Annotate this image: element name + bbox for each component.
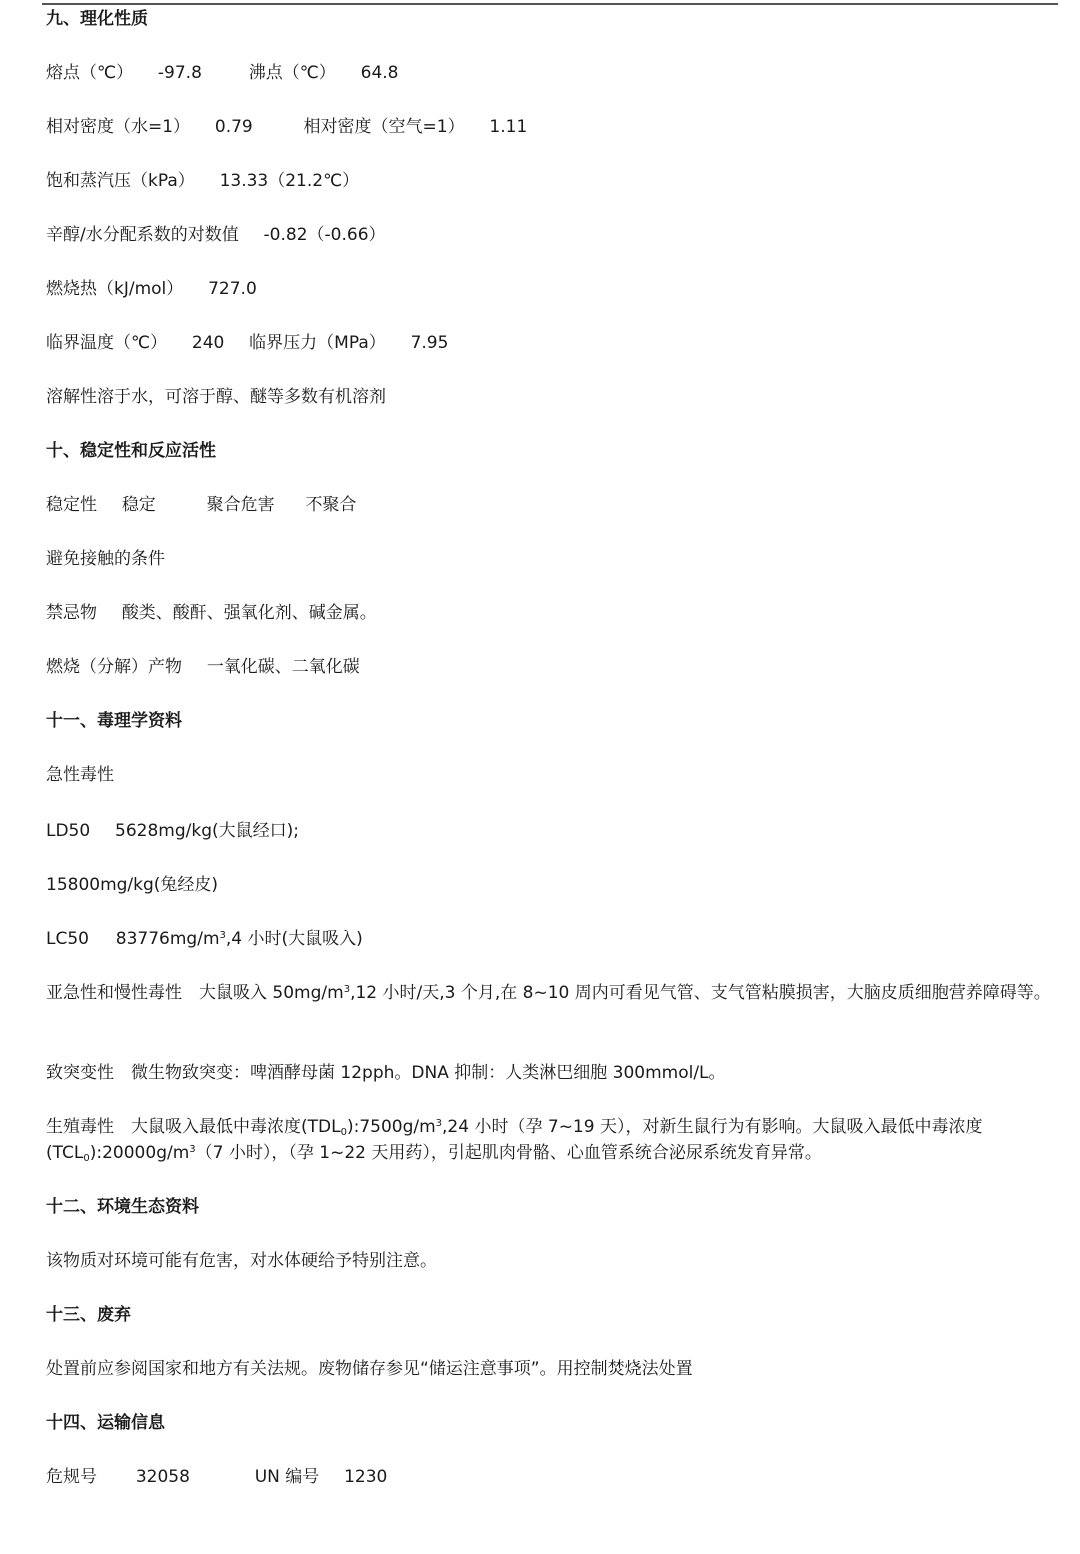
section-11-title: 十一、毒理学资料	[46, 711, 182, 731]
incompat-value: 酸类、酸酐、强氧化剂、碱金属。	[121, 603, 377, 623]
dermal-line: 15800mg/kg(兔经皮)	[46, 875, 219, 895]
stability-line	[46, 492, 1058, 518]
repro-paragraph	[46, 1114, 1058, 1166]
section-9-title: 九、理化性质	[46, 9, 148, 29]
ld50-line	[46, 818, 1058, 844]
critical-line	[46, 330, 1058, 356]
repro-subscript-2: 0	[83, 1153, 90, 1164]
un-value: 1230	[344, 1467, 388, 1487]
melting-boiling-line	[46, 60, 1058, 86]
avoid-line: 避免接触的条件	[46, 549, 165, 569]
boiling-label: 沸点（℃）	[248, 63, 336, 83]
stability-value: 稳定	[121, 495, 156, 515]
section-13-title: 十三、废弃	[46, 1305, 131, 1325]
vapor-pressure-line	[46, 168, 1058, 194]
hazard-label: 危规号	[46, 1467, 97, 1487]
logp-label: 辛醇/水分配系数的对数值	[46, 225, 239, 245]
section-12-title: 十二、环境生态资料	[46, 1197, 199, 1217]
density-air-label: 相对密度（空气=1）	[303, 117, 465, 137]
repro-subscript-1: 0	[340, 1127, 347, 1138]
heat-line	[46, 276, 1058, 302]
density-air-value: 1.11	[489, 117, 528, 137]
heat-value: 727.0	[208, 279, 257, 299]
lc50-superscript: 3	[219, 930, 226, 941]
transport-line	[46, 1464, 1058, 1490]
boiling-value: 64.8	[360, 63, 399, 83]
vapor-value: 13.33（21.2℃）	[219, 171, 360, 191]
logp-value: -0.82（-0.66）	[263, 225, 386, 245]
lc50-label: LC50	[46, 929, 89, 949]
polymer-value: 不聚合	[305, 495, 357, 515]
lc50-line	[46, 926, 1058, 952]
lc50-value-b: ,4 小时(大鼠吸入)	[225, 929, 363, 949]
melting-value: -97.8	[157, 63, 202, 83]
ld50-value: 5628mg/kg(大鼠经口);	[115, 821, 299, 841]
repro-text-e: （7 小时），（孕 1~22 天用药），引起肌肉骨骼、心血管系统合泌尿系统发育异常。	[195, 1143, 822, 1163]
mutagen-line: 致突变性 微生物致突变：啤酒酵母菌 12pph。DNA 抑制：人类淋巴细胞 300mmol/L。	[46, 1063, 726, 1083]
density-water-label: 相对密度（水=1）	[46, 117, 191, 137]
melting-label: 熔点（℃）	[46, 63, 134, 83]
subacute-superscript: 3	[343, 984, 351, 995]
solubility-line: 溶解性溶于水，可溶于醇、醚等多数有机溶剂	[46, 387, 386, 407]
top-rule	[42, 3, 1058, 5]
subacute-text-b: ,12 小时/天,3 个月,在 8~10 周内可看见气管、支气管粘膜损害，大脑皮质细胞营养障碍等。	[350, 983, 1051, 1003]
acute-line: 急性毒性	[46, 765, 114, 785]
vapor-label: 饱和蒸汽压（kPa）	[46, 171, 195, 191]
repro-text-d: ):20000g/m	[89, 1143, 190, 1163]
repro-superscript-1: 3	[435, 1118, 443, 1129]
ld50-label: LD50	[46, 821, 91, 841]
crit-temp-label: 临界温度（℃）	[46, 333, 168, 353]
repro-superscript-2: 3	[189, 1144, 196, 1155]
polymer-label: 聚合危害	[206, 495, 275, 515]
lc50-value-a: 83776mg/m	[115, 929, 220, 949]
logp-line	[46, 222, 1058, 248]
repro-text-c: ,24 小时（孕 7~19 天），对新生鼠行为有影响。大鼠吸入最低中毒浓度(TCL	[46, 1117, 983, 1163]
crit-press-value: 7.95	[410, 333, 449, 353]
section-10-title: 十、稳定性和反应活性	[46, 441, 216, 461]
subacute-paragraph	[46, 980, 1058, 1006]
ecology-line: 该物质对环境可能有危害，对水体硬给予特别注意。	[46, 1251, 437, 1271]
density-line	[46, 114, 1058, 140]
combustion-value: 一氧化碳、二氧化碳	[206, 657, 360, 677]
repro-text-b: ):7500g/m	[346, 1117, 436, 1137]
repro-text-a: 生殖毒性 大鼠吸入最低中毒浓度(TDL	[46, 1117, 341, 1137]
crit-press-label: 临界压力（MPa）	[249, 333, 386, 353]
disposal-line: 处置前应参阅国家和地方有关法规。废物储存参见“储运注意事项”。用控制焚烧法处置	[46, 1359, 693, 1379]
combustion-line	[46, 654, 1058, 680]
un-label: UN 编号	[254, 1467, 320, 1487]
density-water-value: 0.79	[214, 117, 253, 137]
incompat-line	[46, 600, 1058, 626]
section-14-title: 十四、运输信息	[46, 1413, 165, 1433]
stability-label: 稳定性	[46, 495, 97, 515]
incompat-label: 禁忌物	[46, 603, 97, 623]
heat-label: 燃烧热（kJ/mol）	[46, 279, 184, 299]
combustion-label: 燃烧（分解）产物	[46, 657, 182, 677]
subacute-text-a: 亚急性和慢性毒性 大鼠吸入 50mg/m	[46, 983, 344, 1003]
crit-temp-value: 240	[191, 333, 225, 353]
hazard-value: 32058	[135, 1467, 190, 1487]
